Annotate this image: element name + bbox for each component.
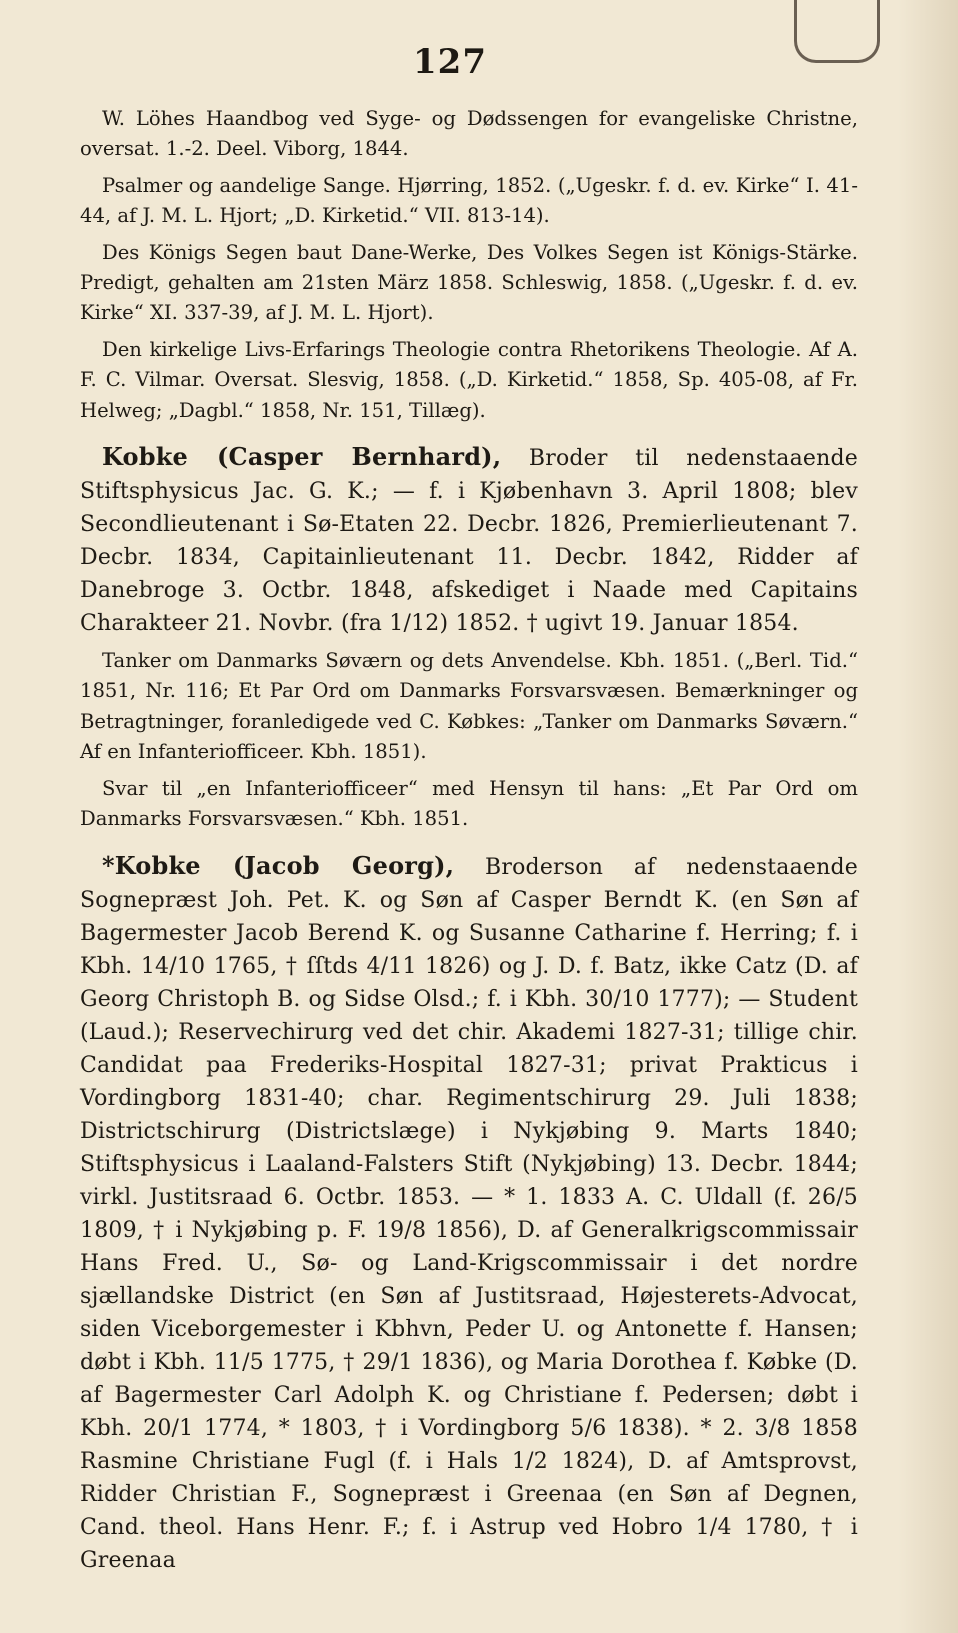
bibliography-entry-psalmer: Psalmer og aandelige Sange. Hjørring, 1852. („Ugeskr. f. d. ev. Kirke“ I. 41-44, af J. M. L. Hjort; „D. Kirketid.“ VII. 813-14). — [80, 173, 858, 228]
biography-entry-jacob-kobke — [80, 849, 858, 1577]
headword-casper-kobke: Kobke (Casper Bernhard), — [102, 442, 502, 472]
page-content — [80, 104, 858, 1583]
bibliography-entry-lohe: W. Löhes Haandbog ved Syge- og Dødssengen for evangeliske Christne, oversat. 1.-2. Deel. Viborg, 1844. — [80, 107, 858, 161]
biography-text-casper-kobke: Broder til nedenstaaende Stiftsphysicus Jac. G. K.; — f. i Kjøbenhavn 3. April 1808; blev Secondlieutenant i Sø-Etaten 22. Decbr. 1826, Premierlieutenant 7. Decbr. 1834, Capitainlieutenant 11. Decbr. 1842, Ridder af Danebroge 3. Octbr. 1848, afskediget i Naade med Capitains Charakteer 21. Novbr. (fra 1/12) 1852. † ugivt 19. Januar 1854. — [80, 446, 858, 637]
headword-jacob-kobke: *Kobke (Jacob Georg), — [102, 850, 455, 880]
bibliography-entry-svar: Svar til „en Infanteriofficeer“ med Hensyn til hans: „Et Par Ord om Danmarks Forsvarsvæsen.“ Kbh. 1851. — [80, 776, 858, 831]
page-edge-shadow — [898, 0, 958, 1633]
bibliography-entry-tanker: Tanker om Danmarks Søværn og dets Anvendelse. Kbh. 1851. („Berl. Tid.“ 1851, Nr. 116; Et Par Ord om Danmarks Forsvarsvæsen. Bemærkninger og Betragtninger, foranledigede ved C. Købkes: „Tanker om Danmarks Søværn.“ Af en Infanteriofficeer. Kbh. 1851). — [80, 649, 858, 764]
bibliography-entry-konigs-segen: Des Königs Segen baut Dane-Werke, Des Volkes Segen ist Königs-Stärke. Predigt, gehalten am 21sten März 1858. Schleswig, 1858. („Ugeskr. f. d. ev. Kirke“ XI. 337-39, af J. M. L. Hjort). — [80, 240, 858, 325]
biography-entry-casper-kobke — [80, 440, 858, 640]
bibliography-entry-theologie: Den kirkelige Livs-Erfarings Theologie contra Rhetorikens Theologie. Af A. F. C. Vilmar. Oversat. Slesvig, 1858. („D. Kirketid.“ 1858, Sp. 405-08, af Fr. Helweg; „Dagbl.“ 1858, Nr. 151, Tillæg). — [80, 337, 858, 422]
page-number: 127 — [413, 42, 487, 82]
biography-text-jacob-kobke: Broderson af nedenstaaende Sognepræst Joh. Pet. K. og Søn af Casper Berndt K. (en Søn af Bagermester Jacob Berend K. og Susanne Catharine f. Herring; f. i Kbh. 14/10 1765, † ſſtds 4/11 1826) og J. D. f. Batz, ikke Catz (D. af Georg Christoph B. og Sidse Olsd.; f. i Kbh. 30/10 1777); — Student (Laud.); Reservechirurg ved det chir. Akademi 1827-31; tillige chir. Candidat paa Frederiks-Hospital 1827-31; privat Prakticus i Vordingborg 1831-40; char. Regimentschirurg 29. Juli 1838; Districtschirurg (Districtslæge) i Nykjøbing 9. Marts 1840; Stiftsphysicus i Laaland-Falsters Stift (Nykjøbing) 13. Decbr. 1844; virkl. Justitsraad 6. Octbr. 1853. — * 1. 1833 A. C. Uldall (f. 26/5 1809, † i Nykjøbing p. F. 19/8 1856), D. af Generalkrigscommissair Hans Fred. U., Sø- og Land-Krigscommissair i det nordre sjællandske District (en Søn af Justitsraad, Højesterets-Advocat, siden Viceborgemester i Kbhvn, Peder U. og Antonette f. Hansen; døbt i Kbh. 11/5 1775, † 29/1 1836), og Maria Dorothea f. Købke (D. af Bagermester Carl Adolph K. og Christiane f. Pedersen; døbt i Kbh. 20/1 1774, * 1803, † i Vordingborg 5/6 1838). * 2. 3/8 1858 Rasmine Christiane Fugl (f. i Hals 1/2 1824), D. af Amtsprovst, Ridder Christian F., Sognepræst i Greenaa (en Søn af Degnen, Cand. theol. Hans Henr. F.; f. i Astrup ved Hobro 1/4 1780, † i Greenaa — [80, 854, 858, 1573]
